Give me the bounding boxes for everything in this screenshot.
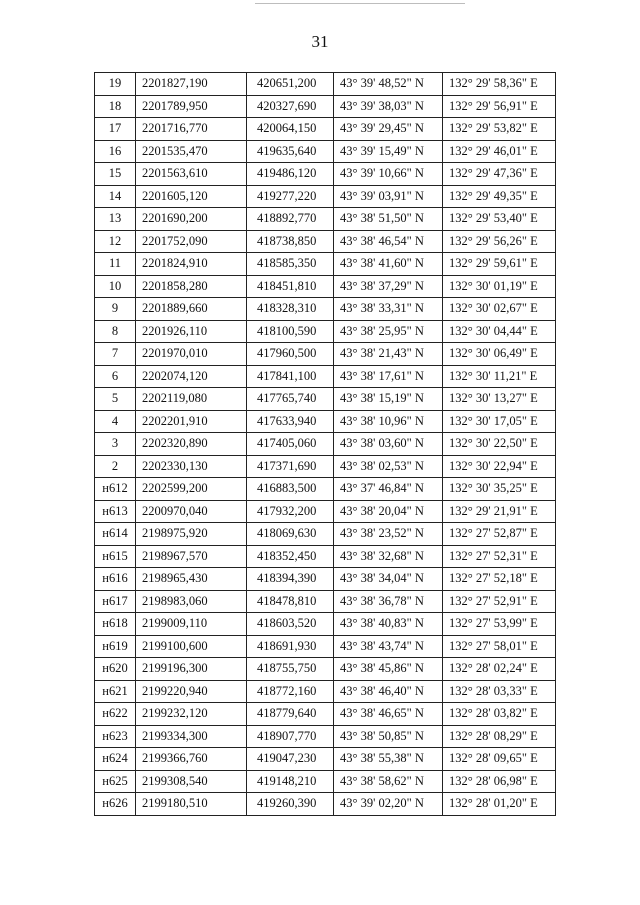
longitude-cell: 132° 27' 52,31" E <box>443 545 556 568</box>
point-number-cell: 5 <box>95 388 136 411</box>
table-row <box>95 73 556 96</box>
x-coordinate-cell: 2202119,080 <box>136 388 247 411</box>
latitude-cell: 43° 38' 25,95" N <box>334 320 443 343</box>
y-coordinate-cell: 416883,500 <box>247 478 334 501</box>
x-coordinate-cell: 2199100,600 <box>136 635 247 658</box>
table-row <box>95 613 556 636</box>
table-row <box>95 410 556 433</box>
longitude-cell: 132° 30' 01,19" E <box>443 275 556 298</box>
x-coordinate-cell: 2201690,200 <box>136 208 247 231</box>
latitude-cell: 43° 38' 10,96" N <box>334 410 443 433</box>
x-coordinate-cell: 2201789,950 <box>136 95 247 118</box>
x-coordinate-cell: 2199220,940 <box>136 680 247 703</box>
table-row <box>95 230 556 253</box>
x-coordinate-cell: 2199009,110 <box>136 613 247 636</box>
point-number-cell: н618 <box>95 613 136 636</box>
table-row <box>95 455 556 478</box>
y-coordinate-cell: 418394,390 <box>247 568 334 591</box>
longitude-cell: 132° 30' 22,50" E <box>443 433 556 456</box>
longitude-cell: 132° 29' 58,36" E <box>443 73 556 96</box>
x-coordinate-cell: 2200970,040 <box>136 500 247 523</box>
latitude-cell: 43° 38' 15,19" N <box>334 388 443 411</box>
table-row <box>95 433 556 456</box>
longitude-cell: 132° 29' 56,26" E <box>443 230 556 253</box>
x-coordinate-cell: 2201716,770 <box>136 118 247 141</box>
y-coordinate-cell: 417405,060 <box>247 433 334 456</box>
x-coordinate-cell: 2201824,910 <box>136 253 247 276</box>
longitude-cell: 132° 30' 04,44" E <box>443 320 556 343</box>
longitude-cell: 132° 29' 53,82" E <box>443 118 556 141</box>
table-row <box>95 95 556 118</box>
longitude-cell: 132° 27' 58,01" E <box>443 635 556 658</box>
latitude-cell: 43° 39' 15,49" N <box>334 140 443 163</box>
point-number-cell: н617 <box>95 590 136 613</box>
y-coordinate-cell: 418603,520 <box>247 613 334 636</box>
latitude-cell: 43° 38' 37,29" N <box>334 275 443 298</box>
y-coordinate-cell: 418755,750 <box>247 658 334 681</box>
y-coordinate-cell: 417932,200 <box>247 500 334 523</box>
y-coordinate-cell: 419047,230 <box>247 748 334 771</box>
x-coordinate-cell: 2199196,300 <box>136 658 247 681</box>
x-coordinate-cell: 2201752,090 <box>136 230 247 253</box>
y-coordinate-cell: 418738,850 <box>247 230 334 253</box>
table-row <box>95 365 556 388</box>
y-coordinate-cell: 418907,770 <box>247 725 334 748</box>
y-coordinate-cell: 418069,630 <box>247 523 334 546</box>
longitude-cell: 132° 28' 03,82" E <box>443 703 556 726</box>
point-number-cell: 14 <box>95 185 136 208</box>
point-number-cell: 12 <box>95 230 136 253</box>
latitude-cell: 43° 38' 51,50" N <box>334 208 443 231</box>
x-coordinate-cell: 2198975,920 <box>136 523 247 546</box>
point-number-cell: 15 <box>95 163 136 186</box>
table-row <box>95 253 556 276</box>
table-row <box>95 703 556 726</box>
longitude-cell: 132° 28' 03,33" E <box>443 680 556 703</box>
table-row <box>95 388 556 411</box>
table-row <box>95 185 556 208</box>
point-number-cell: 19 <box>95 73 136 96</box>
x-coordinate-cell: 2198983,060 <box>136 590 247 613</box>
y-coordinate-cell: 419277,220 <box>247 185 334 208</box>
table-row <box>95 478 556 501</box>
point-number-cell: н621 <box>95 680 136 703</box>
longitude-cell: 132° 30' 13,27" E <box>443 388 556 411</box>
latitude-cell: 43° 38' 50,85" N <box>334 725 443 748</box>
y-coordinate-cell: 417765,740 <box>247 388 334 411</box>
latitude-cell: 43° 38' 46,54" N <box>334 230 443 253</box>
latitude-cell: 43° 38' 03,60" N <box>334 433 443 456</box>
x-coordinate-cell: 2201605,120 <box>136 185 247 208</box>
table-row <box>95 725 556 748</box>
latitude-cell: 43° 38' 33,31" N <box>334 298 443 321</box>
latitude-cell: 43° 38' 43,74" N <box>334 635 443 658</box>
latitude-cell: 43° 39' 38,03" N <box>334 95 443 118</box>
y-coordinate-cell: 417633,940 <box>247 410 334 433</box>
point-number-cell: н612 <box>95 478 136 501</box>
longitude-cell: 132° 30' 17,05" E <box>443 410 556 433</box>
latitude-cell: 43° 38' 23,52" N <box>334 523 443 546</box>
y-coordinate-cell: 418352,450 <box>247 545 334 568</box>
table-row <box>95 118 556 141</box>
latitude-cell: 43° 38' 58,62" N <box>334 770 443 793</box>
longitude-cell: 132° 27' 52,87" E <box>443 523 556 546</box>
longitude-cell: 132° 30' 11,21" E <box>443 365 556 388</box>
point-number-cell: 11 <box>95 253 136 276</box>
y-coordinate-cell: 417960,500 <box>247 343 334 366</box>
longitude-cell: 132° 29' 53,40" E <box>443 208 556 231</box>
y-coordinate-cell: 419148,210 <box>247 770 334 793</box>
table-row <box>95 568 556 591</box>
point-number-cell: 9 <box>95 298 136 321</box>
point-number-cell: 4 <box>95 410 136 433</box>
x-coordinate-cell: 2202320,890 <box>136 433 247 456</box>
latitude-cell: 43° 38' 21,43" N <box>334 343 443 366</box>
latitude-cell: 43° 39' 48,52" N <box>334 73 443 96</box>
point-number-cell: н615 <box>95 545 136 568</box>
latitude-cell: 43° 39' 03,91" N <box>334 185 443 208</box>
longitude-cell: 132° 28' 08,29" E <box>443 725 556 748</box>
latitude-cell: 43° 39' 02,20" N <box>334 793 443 816</box>
latitude-cell: 43° 37' 46,84" N <box>334 478 443 501</box>
table-row <box>95 208 556 231</box>
page-number: 31 <box>311 32 329 51</box>
table-row <box>95 545 556 568</box>
latitude-cell: 43° 38' 46,65" N <box>334 703 443 726</box>
x-coordinate-cell: 2201858,280 <box>136 275 247 298</box>
longitude-cell: 132° 27' 53,99" E <box>443 613 556 636</box>
y-coordinate-cell: 420327,690 <box>247 95 334 118</box>
x-coordinate-cell: 2199334,300 <box>136 725 247 748</box>
point-number-cell: н623 <box>95 725 136 748</box>
table-row <box>95 658 556 681</box>
x-coordinate-cell: 2201926,110 <box>136 320 247 343</box>
point-number-cell: н624 <box>95 748 136 771</box>
latitude-cell: 43° 39' 10,66" N <box>334 163 443 186</box>
y-coordinate-cell: 418585,350 <box>247 253 334 276</box>
longitude-cell: 132° 29' 21,91" E <box>443 500 556 523</box>
longitude-cell: 132° 30' 35,25" E <box>443 478 556 501</box>
table-row <box>95 320 556 343</box>
longitude-cell: 132° 29' 46,01" E <box>443 140 556 163</box>
y-coordinate-cell: 418772,160 <box>247 680 334 703</box>
table-row <box>95 163 556 186</box>
y-coordinate-cell: 417841,100 <box>247 365 334 388</box>
point-number-cell: 10 <box>95 275 136 298</box>
longitude-cell: 132° 27' 52,91" E <box>443 590 556 613</box>
y-coordinate-cell: 419260,390 <box>247 793 334 816</box>
longitude-cell: 132° 29' 59,61" E <box>443 253 556 276</box>
table-row <box>95 590 556 613</box>
x-coordinate-cell: 2201889,660 <box>136 298 247 321</box>
coordinates-table <box>94 72 556 816</box>
x-coordinate-cell: 2199180,510 <box>136 793 247 816</box>
table-row <box>95 140 556 163</box>
y-coordinate-cell: 418328,310 <box>247 298 334 321</box>
point-number-cell: н625 <box>95 770 136 793</box>
latitude-cell: 43° 38' 36,78" N <box>334 590 443 613</box>
table-row <box>95 770 556 793</box>
latitude-cell: 43° 38' 34,04" N <box>334 568 443 591</box>
y-coordinate-cell: 420651,200 <box>247 73 334 96</box>
top-rule <box>255 3 465 4</box>
latitude-cell: 43° 38' 17,61" N <box>334 365 443 388</box>
point-number-cell: н620 <box>95 658 136 681</box>
point-number-cell: н616 <box>95 568 136 591</box>
point-number-cell: н626 <box>95 793 136 816</box>
point-number-cell: н613 <box>95 500 136 523</box>
table-row <box>95 500 556 523</box>
table-row <box>95 523 556 546</box>
point-number-cell: н622 <box>95 703 136 726</box>
latitude-cell: 43° 38' 46,40" N <box>334 680 443 703</box>
x-coordinate-cell: 2202201,910 <box>136 410 247 433</box>
point-number-cell: 8 <box>95 320 136 343</box>
y-coordinate-cell: 418451,810 <box>247 275 334 298</box>
latitude-cell: 43° 38' 02,53" N <box>334 455 443 478</box>
longitude-cell: 132° 30' 02,67" E <box>443 298 556 321</box>
latitude-cell: 43° 38' 40,83" N <box>334 613 443 636</box>
x-coordinate-cell: 2202330,130 <box>136 455 247 478</box>
longitude-cell: 132° 28' 01,20" E <box>443 793 556 816</box>
point-number-cell: н614 <box>95 523 136 546</box>
x-coordinate-cell: 2198965,430 <box>136 568 247 591</box>
table-row <box>95 793 556 816</box>
y-coordinate-cell: 419486,120 <box>247 163 334 186</box>
x-coordinate-cell: 2199232,120 <box>136 703 247 726</box>
y-coordinate-cell: 417371,690 <box>247 455 334 478</box>
point-number-cell: 2 <box>95 455 136 478</box>
longitude-cell: 132° 28' 06,98" E <box>443 770 556 793</box>
longitude-cell: 132° 29' 47,36" E <box>443 163 556 186</box>
y-coordinate-cell: 420064,150 <box>247 118 334 141</box>
latitude-cell: 43° 38' 20,04" N <box>334 500 443 523</box>
x-coordinate-cell: 2202074,120 <box>136 365 247 388</box>
table-row <box>95 298 556 321</box>
point-number-cell: 3 <box>95 433 136 456</box>
y-coordinate-cell: 418779,640 <box>247 703 334 726</box>
longitude-cell: 132° 30' 06,49" E <box>443 343 556 366</box>
y-coordinate-cell: 418100,590 <box>247 320 334 343</box>
y-coordinate-cell: 418892,770 <box>247 208 334 231</box>
y-coordinate-cell: 419635,640 <box>247 140 334 163</box>
table-row <box>95 275 556 298</box>
latitude-cell: 43° 39' 29,45" N <box>334 118 443 141</box>
longitude-cell: 132° 30' 22,94" E <box>443 455 556 478</box>
x-coordinate-cell: 2202599,200 <box>136 478 247 501</box>
latitude-cell: 43° 38' 55,38" N <box>334 748 443 771</box>
longitude-cell: 132° 27' 52,18" E <box>443 568 556 591</box>
point-number-cell: 17 <box>95 118 136 141</box>
point-number-cell: 18 <box>95 95 136 118</box>
x-coordinate-cell: 2201970,010 <box>136 343 247 366</box>
longitude-cell: 132° 29' 49,35" E <box>443 185 556 208</box>
x-coordinate-cell: 2201827,190 <box>136 73 247 96</box>
coordinates-table-body <box>95 73 556 816</box>
x-coordinate-cell: 2201535,470 <box>136 140 247 163</box>
y-coordinate-cell: 418691,930 <box>247 635 334 658</box>
x-coordinate-cell: 2199366,760 <box>136 748 247 771</box>
latitude-cell: 43° 38' 45,86" N <box>334 658 443 681</box>
point-number-cell: 7 <box>95 343 136 366</box>
longitude-cell: 132° 28' 09,65" E <box>443 748 556 771</box>
x-coordinate-cell: 2201563,610 <box>136 163 247 186</box>
latitude-cell: 43° 38' 32,68" N <box>334 545 443 568</box>
table-row <box>95 748 556 771</box>
table-row <box>95 635 556 658</box>
point-number-cell: 6 <box>95 365 136 388</box>
point-number-cell: 13 <box>95 208 136 231</box>
latitude-cell: 43° 38' 41,60" N <box>334 253 443 276</box>
x-coordinate-cell: 2198967,570 <box>136 545 247 568</box>
longitude-cell: 132° 28' 02,24" E <box>443 658 556 681</box>
point-number-cell: 16 <box>95 140 136 163</box>
table-row <box>95 680 556 703</box>
point-number-cell: н619 <box>95 635 136 658</box>
longitude-cell: 132° 29' 56,91" E <box>443 95 556 118</box>
y-coordinate-cell: 418478,810 <box>247 590 334 613</box>
table-row <box>95 343 556 366</box>
x-coordinate-cell: 2199308,540 <box>136 770 247 793</box>
